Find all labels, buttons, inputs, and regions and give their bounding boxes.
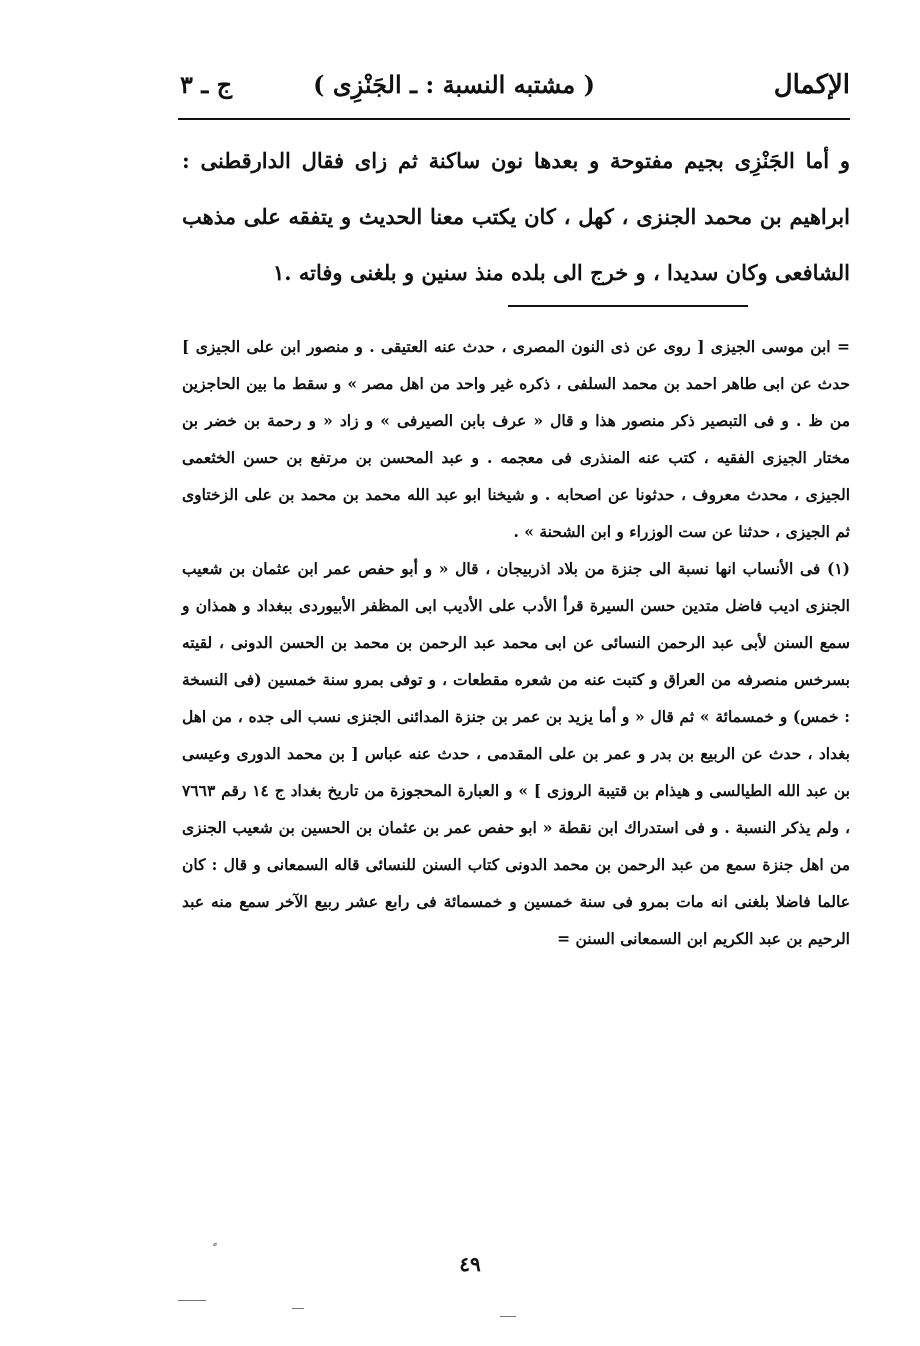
page-number: ٤٩ (459, 1252, 481, 1276)
scan-mark (292, 1308, 304, 1309)
footnote-1: (١) فى الأنساب انها نسبة الى جنزة من بلاد اذربيجان ، قال « و أبو حفص عمر ابن عثمان بن شعيب الجنزى اديب فاضل متدين حسن السيرة قرأ الأدب على الأديب ابى المظفر الأبيوردى ببغداد و همذان و سمع السنن لأبى عبد الرحمن النسائى عن ابى محمد عبد الرحمن بن محمد بن الحسن الدونى ، لقيته بسرخس منصرفه من العراق و كتبت عنه من شعره مقطعات ، و توفى بمرو سنة خمسين (فى النسخة : خمس) و خمسمائة » ثم قال « و أما يزيد بن عمر بن جنزة المدائنى الجنزى نسب الى جده ، من اهل بغداد ، حدث عن الربيع بن بدر و عمر بن على المقدمى ، حدث عنه عباس [ بن محمد الدورى وعيسى بن عبد الله الطيالسى و هيذام بن قتيبة الروزى ] » و العبارة المحجوزة من تاريخ بغداد ج ١٤ رقم ٧٦٦٣ ، ولم يذكر النسبة . و فى استدراك ابن نقطة « ابو حفص عمر بن عثمان بن الحسين بن شعيب الجنزى من اهل جنزة سمع من عبد الرحمن بن محمد الدونى كتاب السنن للنسائى قاله السمعانى و قال : كان عالما فاضلا بلغنى انه مات بمرو فى سنة خمسين و خمسمائة فى رابع عشر ربيع الآخر سمع منه عبد الرحيم بن عبد الكريم ابن السمعانى السنن = (182, 559, 850, 948)
page-header (150, 62, 850, 112)
book-title: الإكمال (773, 70, 850, 100)
volume-label: ج ـ ٣ (180, 70, 233, 99)
footnote-continuation: = ابن موسى الجيزى [ روى عن ذى النون المصرى ، حدث عنه العتيقى . و منصور ابن على الجيزى ] حدث عن ابى طاهر احمد بن محمد السلفى ، ذكره غير واحد من اهل مصر » و سقط ما بين الحاجزين من ظ . و فى التبصير ذكر منصور هذا و قال « عرف بابن الصيرفى » و زاد « و رحمة بن خضر بن مختار الجيزى الفقيه ، كتب عنه المنذرى فى معجمه . و عبد المحسن بن مرتفع بن حسن الخثعمى الجيزى ، محدث معروف ، حدثونا عن اصحابه . و شيخنا ابو عبد الله محمد بن محمد بن على الزختاوى ثم الجيزى ، حدثنا عن ست الوزراء و ابن الشحنة » . (182, 337, 850, 541)
header-rule (178, 118, 850, 120)
scan-mark (178, 1300, 206, 1301)
footnotes (182, 328, 850, 957)
section-title: ( مشتبه النسبة : ـ الجَنْزِى ) (313, 70, 595, 99)
footnote-separator (508, 305, 748, 307)
main-text (182, 133, 850, 301)
scan-mark (500, 1316, 516, 1317)
main-paragraph: و أما الجَنْزِى بجيم مفتوحة و بعدها نون ساكنة ثم زاى فقال الدارقطنى : ابراهيم بن محمد الجنزى ، كهل ، كان يكتب معنا الحديث و يتفقه على مذهب الشافعى وكان سديدا ، و خرج الى بلده منذ سنين و بلغنى وفاته .١ (182, 148, 850, 285)
